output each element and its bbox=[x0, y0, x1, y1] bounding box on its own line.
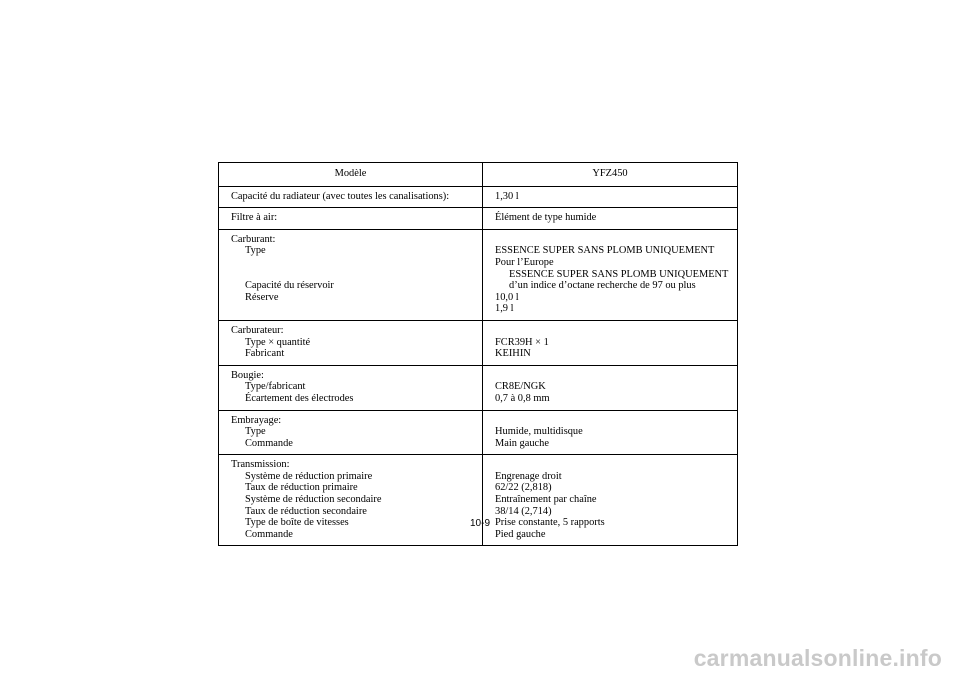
spec-label-cell bbox=[219, 410, 483, 455]
spec-value-cell bbox=[483, 410, 738, 455]
spacer-line bbox=[495, 415, 731, 427]
spec-value-line: 62/22 (2,818) bbox=[495, 482, 552, 494]
spec-label-line: Réserve bbox=[245, 291, 279, 303]
table-row bbox=[219, 320, 738, 365]
spec-value-line: Pour l’Europe bbox=[495, 256, 554, 268]
spec-value-line: Engrenage droit bbox=[495, 470, 562, 482]
spec-label-line: Taux de réduction primaire bbox=[245, 482, 358, 494]
spec-label-cell bbox=[219, 208, 483, 230]
spec-value-line: d’un indice d’octane recherche de 97 ou plus bbox=[509, 280, 696, 292]
spec-label-line: Carburant: bbox=[231, 233, 276, 245]
spec-table-body bbox=[219, 186, 738, 546]
spec-label-cell bbox=[219, 186, 483, 208]
watermark-logo: carmanualsonline.info bbox=[693, 645, 942, 671]
page-number: 10-9 bbox=[469, 518, 490, 529]
spec-value-line: Main gauche bbox=[495, 437, 549, 449]
spec-label-line: Système de réduction primaire bbox=[245, 470, 373, 482]
spec-value-cell bbox=[483, 365, 738, 410]
spec-value-line: Entraînement par chaîne bbox=[495, 494, 597, 506]
spec-value-line: 1,30 l bbox=[495, 190, 519, 202]
spec-label-line bbox=[231, 257, 476, 269]
spec-label-cell bbox=[219, 229, 483, 320]
spec-label-line: Commande bbox=[245, 437, 293, 449]
table-row bbox=[219, 455, 738, 546]
spec-value-line: CR8E/NGK bbox=[495, 381, 546, 393]
spec-value-line: FCR39H × 1 bbox=[495, 336, 549, 348]
spec-label-line: Capacité du radiateur (avec toutes les canalisations): bbox=[231, 190, 450, 202]
spec-label-line: Fabricant bbox=[245, 348, 285, 360]
table-row bbox=[219, 208, 738, 230]
spacer-line bbox=[495, 234, 731, 246]
spec-label-line: Bougie: bbox=[231, 369, 264, 381]
spec-value-line: ESSENCE SUPER SANS PLOMB UNIQUEMENT bbox=[509, 268, 729, 280]
spec-label-line: Capacité du réservoir bbox=[245, 280, 334, 292]
spec-label-cell bbox=[219, 455, 483, 546]
spec-label-line: Type de boîte de vitesses bbox=[245, 517, 349, 529]
spec-value-cell bbox=[483, 208, 738, 230]
table-row bbox=[219, 410, 738, 455]
spec-label-line: Transmission: bbox=[231, 459, 290, 471]
spec-value-cell bbox=[483, 455, 738, 546]
table-row bbox=[219, 365, 738, 410]
table-row bbox=[219, 186, 738, 208]
spec-label-cell bbox=[219, 365, 483, 410]
spec-label-line: Écartement des électrodes bbox=[245, 392, 354, 404]
spec-value-line: 10,0 l bbox=[495, 291, 519, 303]
header-model-label: Modèle bbox=[219, 163, 483, 187]
spec-label-line bbox=[231, 269, 476, 281]
table-header-row bbox=[219, 163, 738, 187]
spacer-line bbox=[495, 459, 731, 471]
spec-label-line: Système de réduction secondaire bbox=[245, 494, 382, 506]
spec-value-line: 1,9 l bbox=[495, 303, 514, 315]
spec-label-cell bbox=[219, 320, 483, 365]
spec-value-cell bbox=[483, 186, 738, 208]
spec-label-line: Type/fabricant bbox=[245, 381, 306, 393]
spec-label-line: Type bbox=[245, 245, 266, 257]
spec-label-line: Type bbox=[245, 426, 266, 438]
spec-value-line: ESSENCE SUPER SANS PLOMB UNIQUEMENT bbox=[495, 245, 715, 257]
spec-value-line: Pied gauche bbox=[495, 528, 546, 540]
spec-value-line: 0,7 à 0,8 mm bbox=[495, 392, 550, 404]
header-model-value: YFZ450 bbox=[483, 163, 738, 187]
spec-value-cell bbox=[483, 320, 738, 365]
spec-value-line: Humide, multidisque bbox=[495, 426, 583, 438]
spec-value-line: Élément de type humide bbox=[495, 212, 597, 224]
spec-table bbox=[218, 162, 738, 546]
spec-value-line: Prise constante, 5 rapports bbox=[495, 517, 605, 529]
spec-label-line: Carburateur: bbox=[231, 324, 284, 336]
spec-label-line: Filtre à air: bbox=[231, 212, 278, 224]
spacer-line bbox=[495, 325, 731, 337]
spec-label-line: Commande bbox=[245, 528, 293, 540]
spacer-line bbox=[495, 370, 731, 382]
spec-label-line: Embrayage: bbox=[231, 414, 282, 426]
spec-label-line: Taux de réduction secondaire bbox=[245, 505, 367, 517]
spec-value-line: 38/14 (2,714) bbox=[495, 505, 552, 517]
spec-value-line: KEIHIN bbox=[495, 348, 531, 360]
spec-value-cell bbox=[483, 229, 738, 320]
table-row bbox=[219, 229, 738, 320]
spec-label-line: Type × quantité bbox=[245, 336, 311, 348]
